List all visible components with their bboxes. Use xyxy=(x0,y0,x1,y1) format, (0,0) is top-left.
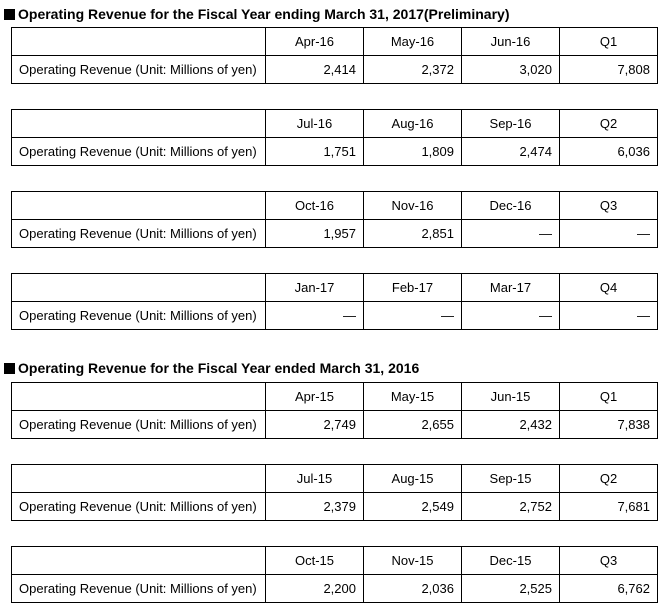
table-header-row xyxy=(12,274,658,302)
quarter-header: Q3 xyxy=(560,192,658,220)
month-header: Feb-17 xyxy=(364,274,462,302)
value-cell: 2,474 xyxy=(462,138,560,166)
revenue-table xyxy=(11,382,658,439)
section-heading xyxy=(4,4,509,24)
value-cell: 2,851 xyxy=(364,220,462,248)
revenue-table xyxy=(11,191,658,248)
quarter-total-cell: 7,681 xyxy=(560,493,658,521)
month-header: Jul-16 xyxy=(266,110,364,138)
table-header-row xyxy=(12,192,658,220)
quarter-header: Q2 xyxy=(560,110,658,138)
value-cell: 1,751 xyxy=(266,138,364,166)
month-header: Dec-15 xyxy=(462,547,560,575)
value-cell: 2,036 xyxy=(364,575,462,603)
quarter-header: Q3 xyxy=(560,547,658,575)
quarter-total-cell: 6,036 xyxy=(560,138,658,166)
value-cell: — xyxy=(462,302,560,330)
table-header-row xyxy=(12,28,658,56)
value-cell: 2,414 xyxy=(266,56,364,84)
month-header: Aug-16 xyxy=(364,110,462,138)
table-row xyxy=(12,138,658,166)
quarter-total-cell: 7,808 xyxy=(560,56,658,84)
month-header: Jan-17 xyxy=(266,274,364,302)
month-header: Jul-15 xyxy=(266,465,364,493)
revenue-table xyxy=(11,464,658,521)
value-cell: — xyxy=(364,302,462,330)
corner-cell xyxy=(12,383,266,411)
value-cell: — xyxy=(462,220,560,248)
value-cell: 2,549 xyxy=(364,493,462,521)
quarter-total-cell: — xyxy=(560,220,658,248)
revenue-table xyxy=(11,273,658,330)
month-header: Nov-15 xyxy=(364,547,462,575)
table-header-row xyxy=(12,465,658,493)
value-cell: 2,200 xyxy=(266,575,364,603)
quarter-total-cell: 7,838 xyxy=(560,411,658,439)
month-header: Mar-17 xyxy=(462,274,560,302)
month-header: Nov-16 xyxy=(364,192,462,220)
revenue-table xyxy=(11,109,658,166)
corner-cell xyxy=(12,192,266,220)
revenue-table xyxy=(11,546,658,603)
row-label: Operating Revenue (Unit: Millions of yen) xyxy=(12,575,266,603)
row-label: Operating Revenue (Unit: Millions of yen) xyxy=(12,56,266,84)
section-title: Operating Revenue for the Fiscal Year ended March 31, 2016 xyxy=(18,360,420,376)
quarter-total-cell: — xyxy=(560,302,658,330)
row-label: Operating Revenue (Unit: Millions of yen) xyxy=(12,302,266,330)
value-cell: 1,957 xyxy=(266,220,364,248)
month-header: Oct-15 xyxy=(266,547,364,575)
revenue-table xyxy=(11,27,658,84)
value-cell: 2,379 xyxy=(266,493,364,521)
table-row xyxy=(12,302,658,330)
corner-cell xyxy=(12,28,266,56)
section-heading xyxy=(4,358,419,378)
row-label: Operating Revenue (Unit: Millions of yen) xyxy=(12,411,266,439)
corner-cell xyxy=(12,274,266,302)
quarter-header: Q4 xyxy=(560,274,658,302)
corner-cell xyxy=(12,547,266,575)
table-row xyxy=(12,575,658,603)
value-cell: 2,525 xyxy=(462,575,560,603)
row-label: Operating Revenue (Unit: Millions of yen) xyxy=(12,493,266,521)
corner-cell xyxy=(12,465,266,493)
value-cell: 2,752 xyxy=(462,493,560,521)
value-cell: — xyxy=(266,302,364,330)
corner-cell xyxy=(12,110,266,138)
month-header: Dec-16 xyxy=(462,192,560,220)
month-header: Sep-15 xyxy=(462,465,560,493)
value-cell: 2,749 xyxy=(266,411,364,439)
row-label: Operating Revenue (Unit: Millions of yen) xyxy=(12,220,266,248)
table-row xyxy=(12,220,658,248)
month-header: Aug-15 xyxy=(364,465,462,493)
month-header: Apr-16 xyxy=(266,28,364,56)
quarter-header: Q1 xyxy=(560,28,658,56)
value-cell: 3,020 xyxy=(462,56,560,84)
table-row xyxy=(12,411,658,439)
month-header: Jun-15 xyxy=(462,383,560,411)
value-cell: 2,372 xyxy=(364,56,462,84)
quarter-total-cell: 6,762 xyxy=(560,575,658,603)
month-header: Oct-16 xyxy=(266,192,364,220)
table-header-row xyxy=(12,383,658,411)
quarter-header: Q1 xyxy=(560,383,658,411)
black-square-icon xyxy=(4,363,15,374)
table-header-row xyxy=(12,547,658,575)
value-cell: 2,655 xyxy=(364,411,462,439)
month-header: May-16 xyxy=(364,28,462,56)
section-title: Operating Revenue for the Fiscal Year ending March 31, 2017(Preliminary) xyxy=(18,6,510,22)
table-row xyxy=(12,493,658,521)
quarter-header: Q2 xyxy=(560,465,658,493)
month-header: Jun-16 xyxy=(462,28,560,56)
black-square-icon xyxy=(4,9,15,20)
month-header: Sep-16 xyxy=(462,110,560,138)
row-label: Operating Revenue (Unit: Millions of yen) xyxy=(12,138,266,166)
table-row xyxy=(12,56,658,84)
value-cell: 2,432 xyxy=(462,411,560,439)
month-header: May-15 xyxy=(364,383,462,411)
month-header: Apr-15 xyxy=(266,383,364,411)
value-cell: 1,809 xyxy=(364,138,462,166)
table-header-row xyxy=(12,110,658,138)
